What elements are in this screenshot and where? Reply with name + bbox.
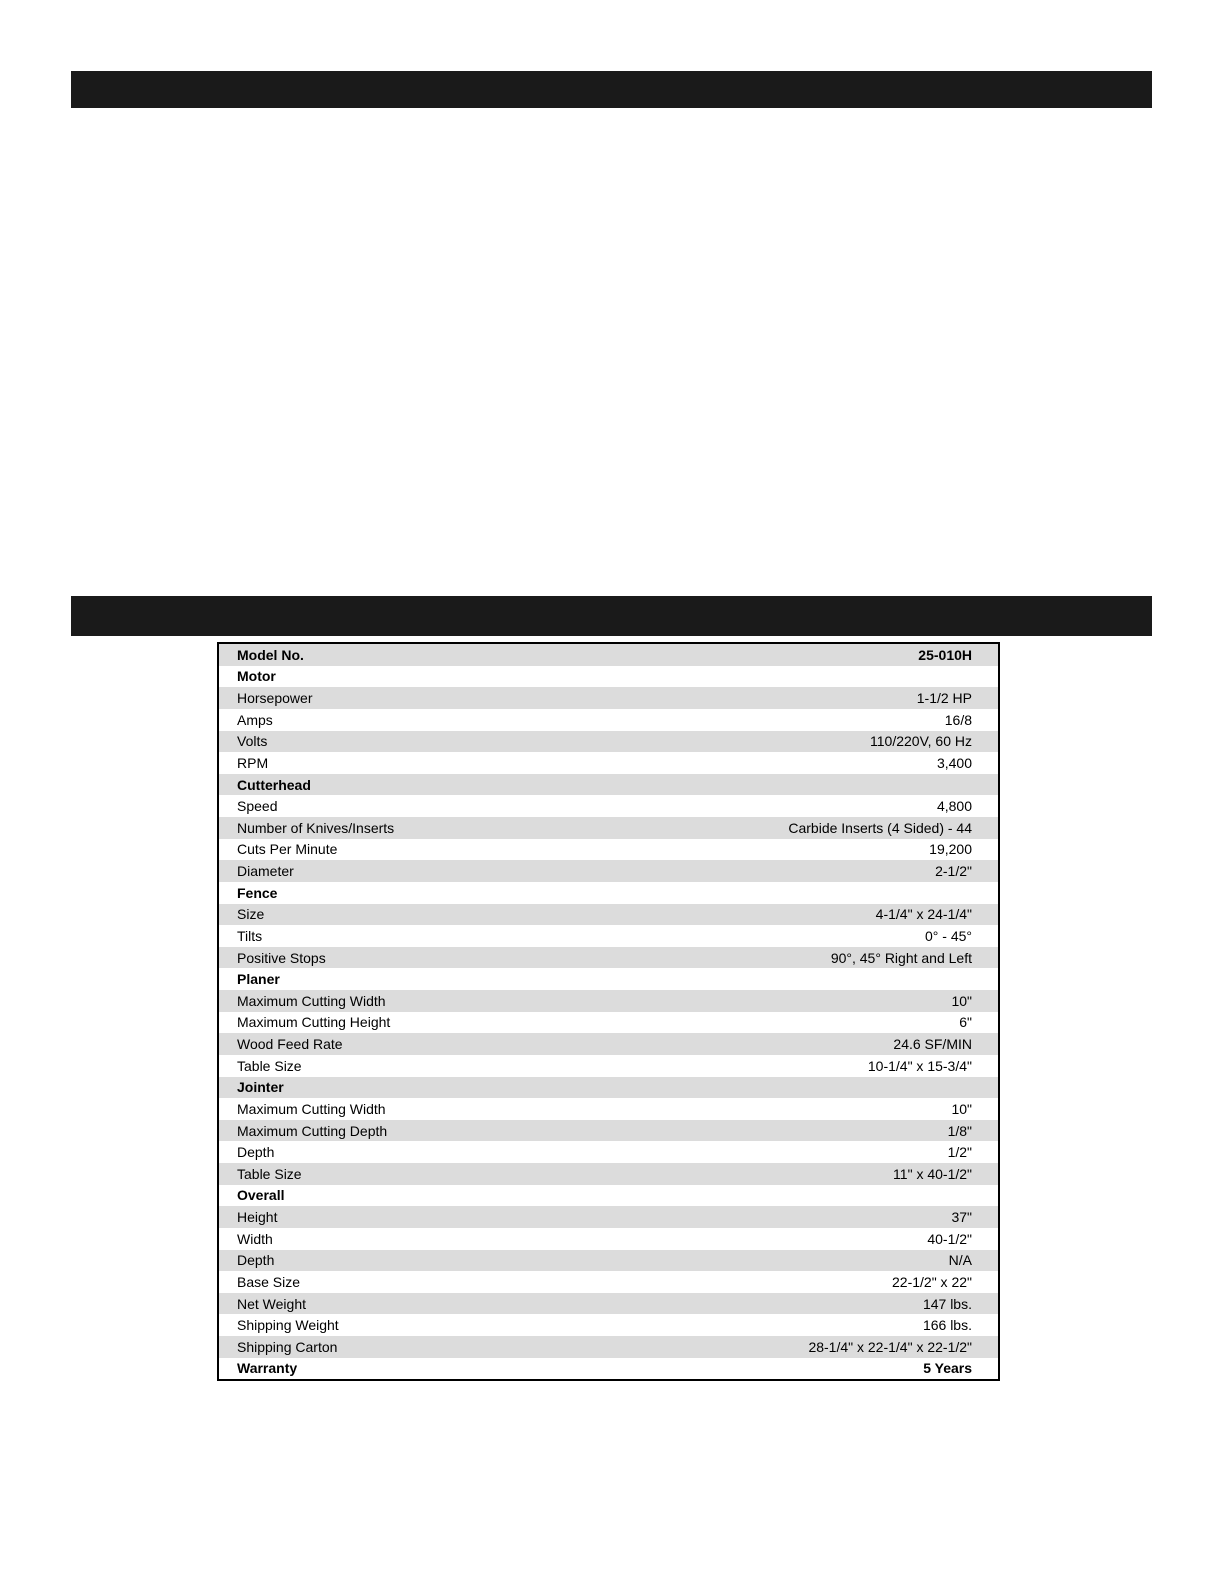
spec-row: [219, 817, 998, 839]
spec-label: Depth: [237, 1144, 275, 1161]
spec-value: Carbide Inserts (4 Sided) - 44: [788, 819, 972, 836]
spec-label: Size: [237, 906, 265, 923]
spec-label: Tilts: [237, 927, 263, 944]
spec-row: [219, 1228, 998, 1250]
spec-value: 110/220V, 60 Hz: [870, 733, 972, 750]
spec-label: Maximum Cutting Height: [237, 1014, 391, 1031]
spec-row: [219, 1033, 998, 1055]
spec-label: Maximum Cutting Width: [237, 992, 386, 1009]
spec-row: [219, 795, 998, 817]
spec-section-header: [219, 666, 998, 688]
spec-label: Model No.: [237, 646, 304, 663]
spec-label: Number of Knives/Inserts: [237, 819, 395, 836]
section-header-bar-specifications: [71, 596, 1152, 636]
spec-section-header: [219, 882, 998, 904]
spec-row: [219, 709, 998, 731]
spec-row: [219, 1250, 998, 1272]
spec-label: Speed: [237, 798, 278, 815]
spec-label: Planer: [237, 971, 280, 988]
spec-value: 37": [951, 1209, 972, 1226]
spec-section-header: [219, 774, 998, 796]
spec-label: Cuts Per Minute: [237, 841, 338, 858]
spec-value: 1-1/2 HP: [916, 690, 972, 707]
section-header-bar-top: [71, 71, 1152, 108]
spec-value: 24.6 SF/MIN: [893, 1036, 972, 1053]
spec-label: Maximum Cutting Width: [237, 1100, 386, 1117]
spec-label: Volts: [237, 733, 268, 750]
spec-row: [219, 1098, 998, 1120]
spec-label: Width: [237, 1230, 273, 1247]
spec-label: Base Size: [237, 1273, 301, 1290]
spec-row: [219, 1206, 998, 1228]
spec-label: Fence: [237, 884, 278, 901]
spec-label: Overall: [237, 1187, 285, 1204]
spec-label: Jointer: [237, 1079, 284, 1096]
spec-row: [219, 1314, 998, 1336]
spec-row: [219, 947, 998, 969]
spec-value: 16/8: [944, 711, 972, 728]
spec-row: [219, 644, 998, 666]
spec-value: 5 Years: [923, 1360, 972, 1377]
spec-value: 2-1/2": [935, 863, 972, 880]
spec-row: [219, 860, 998, 882]
spec-value: 166 lbs.: [922, 1317, 972, 1334]
spec-label: Warranty: [237, 1360, 298, 1377]
spec-label: Height: [237, 1209, 278, 1226]
spec-value: 0° - 45°: [925, 927, 972, 944]
spec-label: Table Size: [237, 1165, 302, 1182]
spec-label: Amps: [237, 711, 273, 728]
spec-row: [219, 731, 998, 753]
spec-label: Diameter: [237, 863, 294, 880]
spec-row: [219, 1012, 998, 1034]
spec-value: 3,400: [936, 754, 972, 771]
spec-row: [219, 687, 998, 709]
spec-label: Cutterhead: [237, 776, 311, 793]
spec-value: 1/8": [947, 1122, 972, 1139]
spec-label: Horsepower: [237, 690, 313, 707]
spec-value: 11" x 40-1/2": [893, 1165, 972, 1182]
spec-row: [219, 839, 998, 861]
spec-value: 22-1/2" x 22": [892, 1273, 972, 1290]
spec-label: Net Weight: [237, 1295, 306, 1312]
spec-row: [219, 1120, 998, 1142]
spec-value: 40-1/2": [927, 1230, 972, 1247]
spec-section-header: [219, 1077, 998, 1099]
spec-row: [219, 925, 998, 947]
specifications-table: [217, 642, 1000, 1381]
spec-row: [219, 904, 998, 926]
spec-value: 1/2": [947, 1144, 972, 1161]
spec-row: [219, 1055, 998, 1077]
spec-value: 10": [951, 1100, 972, 1117]
spec-label: Positive Stops: [237, 949, 326, 966]
spec-row: [219, 1293, 998, 1315]
spec-value: 6": [959, 1014, 972, 1031]
spec-value: 10-1/4" x 15-3/4": [867, 1057, 972, 1074]
spec-value: 28-1/4" x 22-1/4" x 22-1/2": [808, 1338, 972, 1355]
spec-row: [219, 1358, 998, 1380]
spec-value: 4-1/4" x 24-1/4": [875, 906, 972, 923]
spec-value: 10": [951, 992, 972, 1009]
spec-section-header: [219, 968, 998, 990]
spec-row: [219, 752, 998, 774]
spec-label: Table Size: [237, 1057, 302, 1074]
spec-row: [219, 1141, 998, 1163]
spec-label: RPM: [237, 754, 269, 771]
spec-label: Maximum Cutting Depth: [237, 1122, 388, 1139]
spec-value: N/A: [948, 1252, 972, 1269]
spec-label: Shipping Weight: [237, 1317, 339, 1334]
spec-label: Motor: [237, 668, 276, 685]
spec-label: Depth: [237, 1252, 275, 1269]
spec-label: Shipping Carton: [237, 1338, 338, 1355]
spec-value: 19,200: [929, 841, 972, 858]
spec-row: [219, 990, 998, 1012]
spec-row: [219, 1336, 998, 1358]
spec-value: 147 lbs.: [922, 1295, 972, 1312]
spec-row: [219, 1271, 998, 1293]
spec-row: [219, 1163, 998, 1185]
spec-value: 4,800: [936, 798, 972, 815]
spec-value: 25-010H: [918, 646, 972, 663]
spec-value: 90°, 45° Right and Left: [830, 949, 972, 966]
spec-label: Wood Feed Rate: [237, 1036, 343, 1053]
spec-section-header: [219, 1185, 998, 1207]
